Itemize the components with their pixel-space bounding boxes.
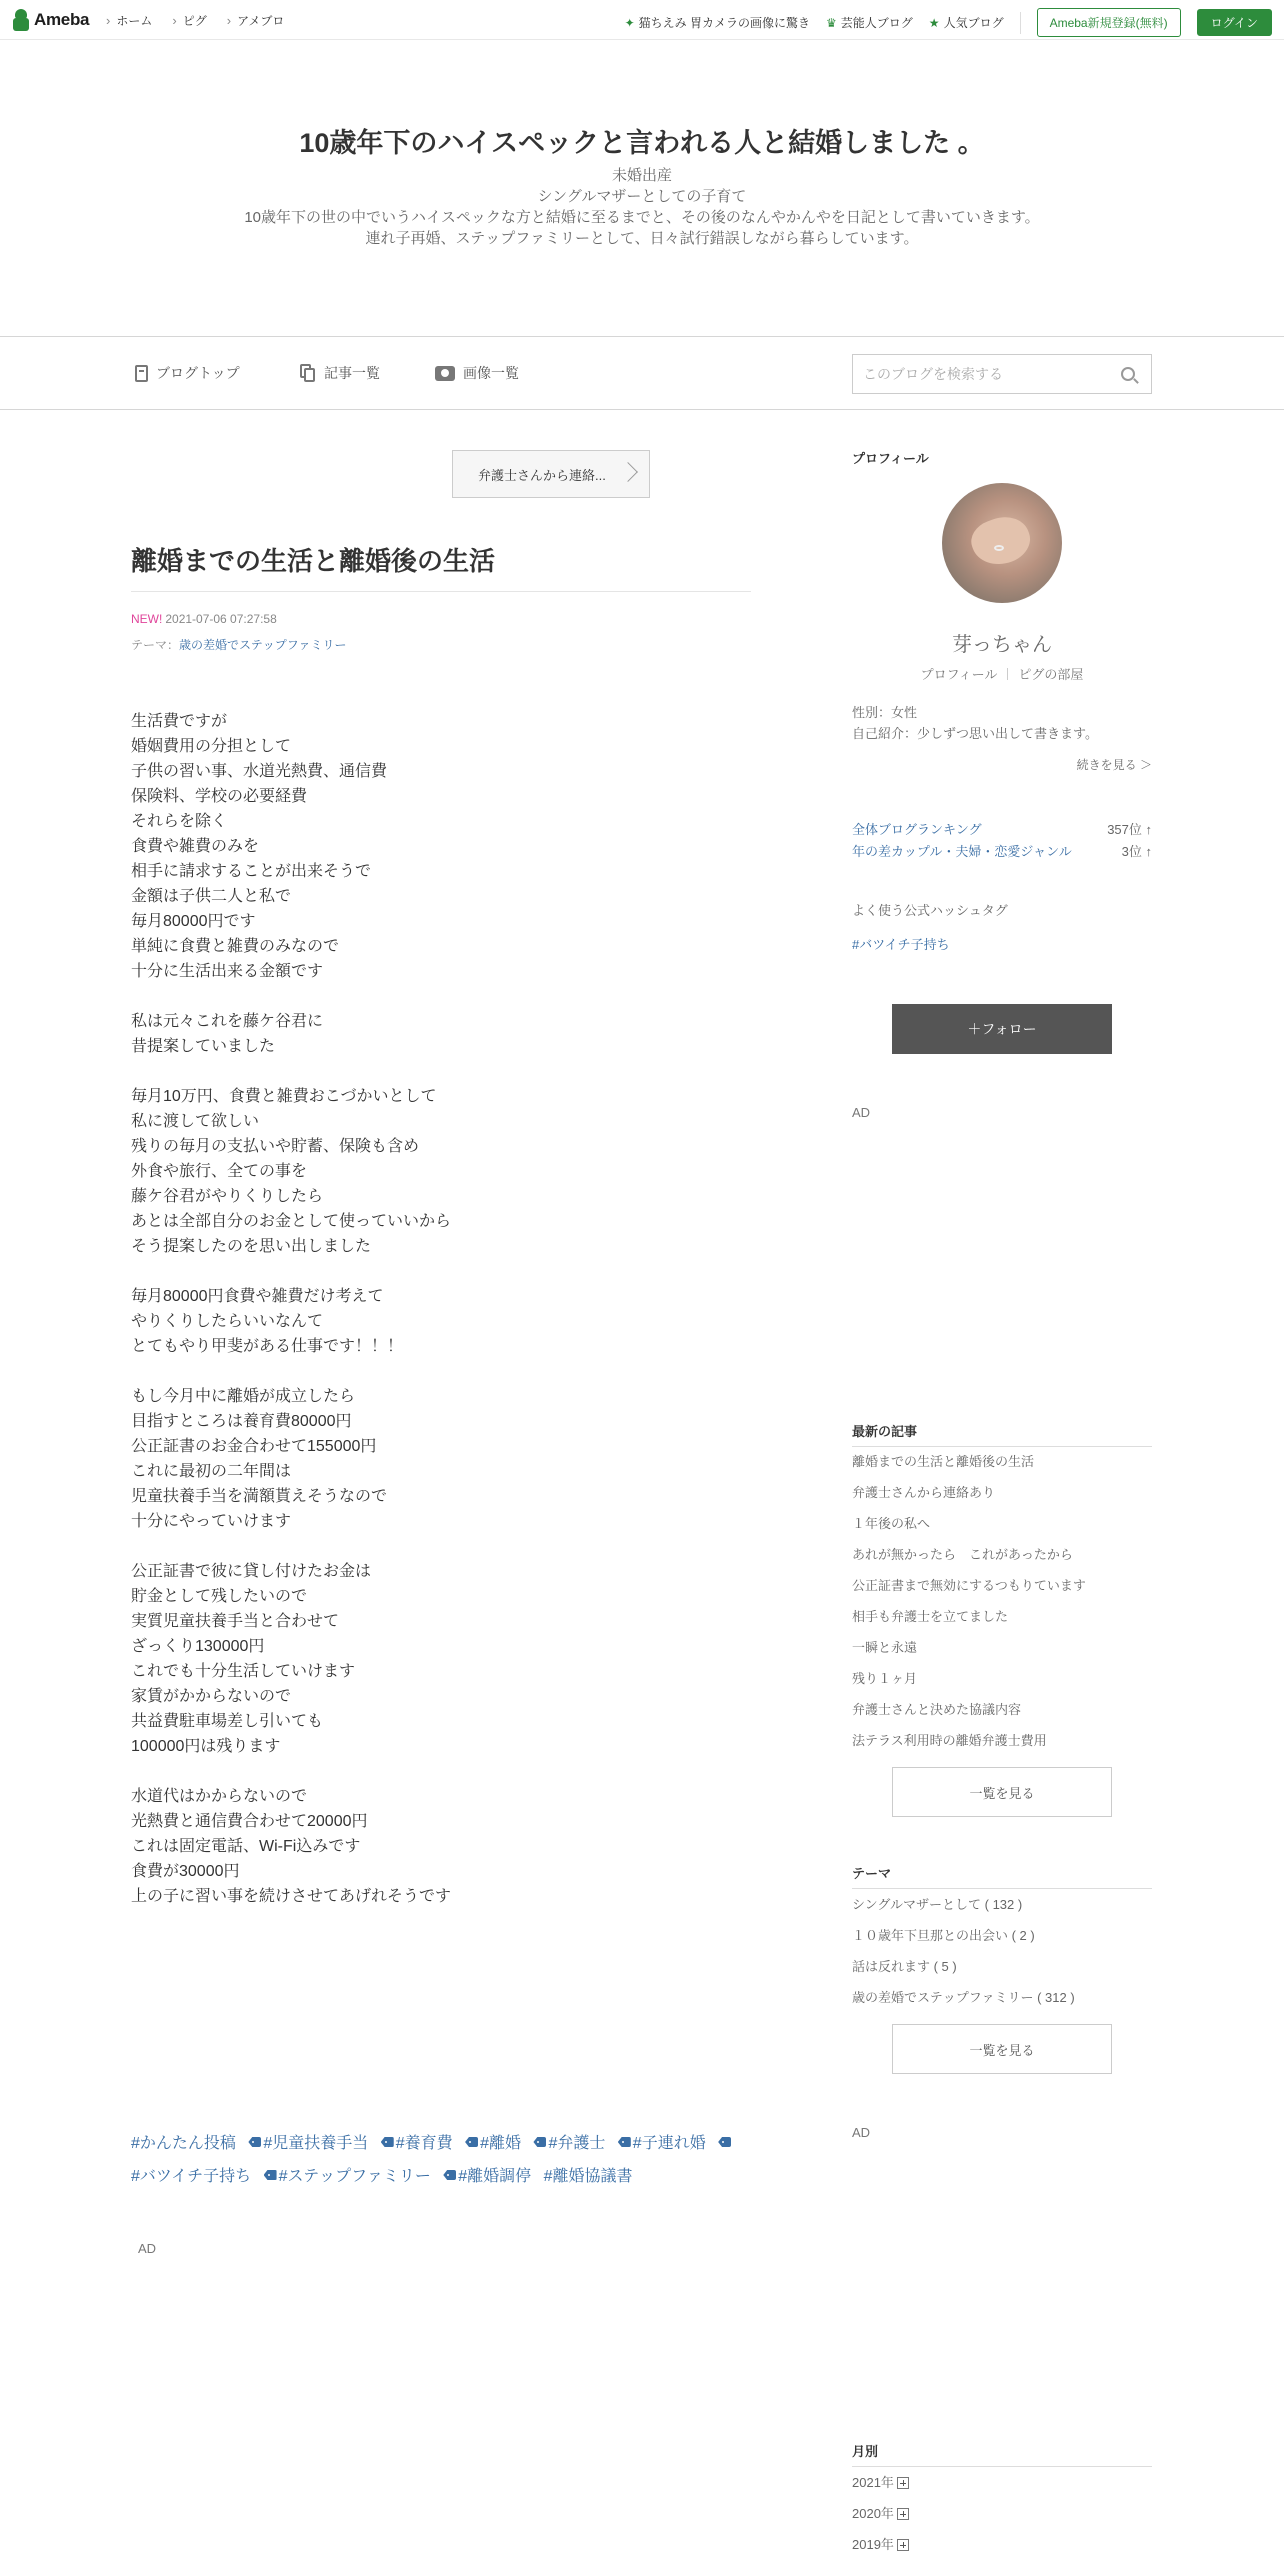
tag-icon [443, 2170, 456, 2180]
month-label: 2020年 [852, 2506, 894, 2521]
nav-pigg[interactable]: › ピグ [172, 12, 206, 29]
hashtag-link[interactable] [533, 2135, 605, 2152]
previous-entry-label: 弁護士さんから連絡... [478, 467, 606, 483]
blog-desc-line: 未婚出産 [611, 167, 672, 184]
nav-home[interactable]: › ホーム [106, 12, 152, 29]
ameba-logo-text: Ameba [34, 10, 90, 29]
article-theme-row [131, 636, 347, 653]
blog-nav [0, 337, 1284, 409]
crown-icon: ♛ [826, 15, 837, 30]
blog-top-link[interactable] [135, 363, 240, 383]
trend-news-label: 猫ちえみ 胃カメラの画像に驚き [638, 16, 811, 30]
tag-icon [618, 2137, 631, 2147]
tag-icon [381, 2137, 394, 2147]
recent-entry-link[interactable]: １年後の私へ [852, 1516, 931, 1531]
ameba-logo[interactable] [12, 9, 89, 31]
global-header [0, 0, 1284, 40]
ranking-row[interactable] [852, 819, 1152, 838]
hashtag-label: #養育費 [395, 2135, 453, 2152]
avatar-hand-shape [966, 509, 1036, 572]
recent-entry-link[interactable]: あれが無かったら これがあったから [852, 1547, 1073, 1562]
chevron-right-icon [618, 462, 638, 482]
copy-icon [300, 364, 316, 382]
official-hashtag-link[interactable]: #バツイチ子持ち [852, 937, 950, 952]
recent-entry-link[interactable]: 残り１ヶ月 [852, 1671, 918, 1686]
article-title-rule [131, 591, 751, 592]
month-item[interactable] [852, 2498, 1152, 2529]
follow-button[interactable]: ＋フォロー [892, 1004, 1112, 1054]
blog-top-label: ブログトップ [156, 365, 240, 381]
month-item[interactable] [852, 2467, 1152, 2498]
recent-entries-list [852, 1446, 1152, 1756]
tag-icon [264, 2170, 277, 2180]
recent-entry-link[interactable]: 公正証書まで無効にするつもりています [852, 1578, 1086, 1593]
ad-label: AD [138, 2241, 157, 2256]
blog-description [0, 165, 1284, 249]
hashtag-label: #離婚 [480, 2135, 521, 2152]
hashtag-list [131, 2127, 771, 2193]
new-badge: NEW! [131, 612, 163, 626]
theme-link[interactable]: １０歳年下旦那との出会い ( 2 ) [852, 1928, 1035, 1943]
header-right [625, 8, 1272, 37]
month-item[interactable] [852, 2529, 1152, 2560]
link-divider [1007, 668, 1008, 680]
recent-see-all-button[interactable]: 一覧を見る [892, 1767, 1112, 1817]
popular-blog-link[interactable] [929, 14, 1004, 31]
recent-entry-link[interactable]: 一瞬と永遠 [852, 1640, 918, 1655]
blog-desc-line: 連れ子再婚、ステップファミリーとして、日々試行錯誤しながら暮らしています。 [365, 230, 919, 247]
profile-info [852, 702, 1098, 744]
avatar-ring-shape [994, 545, 1004, 551]
recent-entries-heading: 最新の記事 [852, 1421, 1152, 1447]
hashtag-label: #弁護士 [548, 2135, 606, 2152]
profile-more-link[interactable]: 続きを見る ＞ [1076, 758, 1152, 772]
hashtag-label: #子連れ婚 [632, 2135, 706, 2152]
recent-entry-link[interactable]: 弁護士さんから連絡あり [852, 1485, 996, 1500]
ranking-label: 年の差カップル・夫婦・恋愛ジャンル [852, 844, 1072, 859]
entry-list-label: 記事一覧 [324, 365, 380, 381]
article-date: 2021-07-06 07:27:58 [165, 612, 277, 626]
tag-icon [533, 2137, 546, 2147]
star-icon: ★ [928, 15, 940, 30]
login-button[interactable]: ログイン [1197, 9, 1272, 36]
hashtag-link[interactable]: #かんたん投稿 [131, 2135, 236, 2152]
profile-avatar[interactable] [942, 483, 1062, 603]
ranking-value: 3位 ↑ [1121, 844, 1152, 859]
tag-icon [248, 2137, 261, 2147]
month-label: 2019年 [852, 2537, 894, 2552]
recent-entry-link[interactable]: 弁護士さんと決めた協議内容 [852, 1702, 1022, 1717]
theme-see-all-button[interactable]: 一覧を見る [892, 2024, 1112, 2074]
tag-icon [718, 2137, 731, 2147]
global-nav [106, 12, 284, 29]
recent-entry-link[interactable]: 法テラス利用時の離婚弁護士費用 [852, 1733, 1047, 1748]
hashtag-link[interactable]: #離婚協議書 [543, 2168, 633, 2185]
article-theme-link[interactable]: 歳の差婚でステップファミリー [179, 638, 347, 652]
blog-desc-line: 10歳年下の世の中でいうハイスペックな方と結婚に至るまでと、その後のなんやかんやを日記として書いていきます。 [244, 209, 1040, 226]
monthly-heading: 月別 [852, 2441, 1152, 2467]
hashtag-heading: よく使う公式ハッシュタグ [852, 903, 1008, 918]
blog-title[interactable]: 10歳年下のハイスペックと言われる人と結婚しました 。 [299, 128, 985, 158]
hashtag-link[interactable] [264, 2168, 431, 2185]
profile-intro: 自己紹介：少しずつ思い出して書きます。 [852, 726, 1098, 741]
month-label: 2021年 [852, 2475, 894, 2490]
entry-list-link[interactable] [300, 363, 380, 383]
recent-entry-link[interactable]: 相手も弁護士を立てました [852, 1609, 1009, 1624]
hashtag-link[interactable]: #バツイチ子持ち [131, 2168, 252, 2185]
previous-entry-button[interactable] [452, 450, 650, 498]
article-title[interactable]: 離婚までの生活と離婚後の生活 [131, 546, 496, 576]
tag-icon [465, 2137, 478, 2147]
ameba-logo-icon [12, 9, 30, 31]
ranking-value: 357位 ↑ [1107, 822, 1152, 837]
article-date-row [131, 612, 277, 626]
ranking-row[interactable] [852, 841, 1152, 860]
hashtag-row [131, 2160, 771, 2193]
celebrity-blog-link[interactable] [826, 14, 913, 31]
register-button[interactable]: Ameba新規登録(無料) [1037, 8, 1181, 37]
expand-icon[interactable] [897, 2539, 909, 2551]
blog-header [0, 41, 1284, 336]
theme-link[interactable]: 歳の差婚でステップファミリー ( 312 ) [852, 1990, 1075, 2005]
theme-link[interactable]: 話は反れます ( 5 ) [852, 1959, 957, 1974]
blog-desc-line: シングルマザーとしての子育て [537, 188, 747, 205]
hashtag-link[interactable] [465, 2135, 521, 2152]
hashtag-link[interactable] [443, 2168, 531, 2185]
hashtag-link[interactable] [618, 2135, 706, 2152]
theme-prefix: テーマ： [131, 638, 180, 652]
hashtag-link[interactable] [381, 2135, 453, 2152]
sparkle-icon: ✦ [624, 15, 635, 30]
profile-gender: 性別：女性 [852, 705, 918, 720]
ad-label: AD [852, 2125, 871, 2140]
hashtag-label: #離婚調停 [458, 2168, 532, 2185]
trend-news-link[interactable] [625, 14, 810, 31]
profile-link[interactable]: プロフィール [920, 667, 998, 682]
nav-divider-line [0, 409, 1284, 410]
ranking-label: 全体ブログランキング [852, 822, 982, 837]
celebrity-blog-label: 芸能人ブログ [840, 16, 913, 30]
profile-links [852, 664, 1152, 683]
popular-blog-label: 人気ブログ [943, 16, 1004, 30]
theme-heading: テーマ [852, 1863, 1152, 1889]
theme-link[interactable]: シングルマザーとして ( 132 ) [852, 1897, 1023, 1912]
hashtag-label: #児童扶養手当 [263, 2135, 369, 2152]
hashtag-row [131, 2127, 771, 2160]
recent-entry-link[interactable]: 離婚までの生活と離婚後の生活 [852, 1454, 1035, 1469]
profile-heading: プロフィール [852, 451, 929, 466]
hashtag-link[interactable] [248, 2135, 368, 2152]
pig-room-link[interactable]: ピグの部屋 [1018, 667, 1084, 682]
blog-search-input[interactable] [863, 355, 1103, 393]
blog-search [852, 354, 1152, 394]
article-body: 生活費ですが 婚姻費用の分担として 子供の習い事、水道光熱費、通信費 保険料、学校の必要経費 それらを除く 食費や雑費のみを 相手に請求することが出来そうで 金額は子供二人と私で 毎月80000円です 単純に食費と雑費のみなので 十分に生活出来る金額です 私は元々これを藤ケ谷君に 昔提案していました 毎月10万円、食費と雑費おこづかいとして 私に渡して欲しい 残りの毎月の支払いや貯蓄、保険も含め 外食や旅行、全ての事を 藤ケ谷君がやりくりしたら あとは全部自分のお金として使っていいから そう提案したのを思い出しました 毎月80000円食費や雑費だけ考えて やりくりしたらいいなんて とてもやり甲斐がある仕事です！！！ もし今月中に離婚が成立したら 目指すところは養育費80000円 公正証書のお金合わせて155000円 これに最初の二年間は 児童扶養手当を満額貰えそうなので 十分にやっていけます 公正証書で彼に貸し付けたお金は 貯金として残したいので 実質児童扶養手当と合わせて ざっくり130000円 これでも十分生活していけます 家賃がかからないので 共益費駐車場差し引いても 100000円は残ります 水道代はかからないので 光熱費と通信費合わせて20000円 これは固定電話、Wi-Fi込みです 食費が30000円 上の子に習い事を続けさせてあげれそうです [131, 713, 452, 1905]
nav-ameblo[interactable]: › アメブロ [227, 12, 285, 29]
profile-name[interactable]: 芽っちゃん [952, 634, 1052, 656]
image-list-link[interactable] [435, 363, 519, 383]
header-divider [1020, 12, 1021, 34]
monthly-list [852, 2467, 1152, 2560]
document-icon [135, 365, 148, 382]
expand-icon[interactable] [897, 2508, 909, 2520]
theme-list [852, 1889, 1152, 2013]
hashtag-label: #ステップファミリー [278, 2168, 431, 2185]
expand-icon[interactable] [897, 2477, 909, 2489]
camera-icon [435, 366, 455, 381]
image-list-label: 画像一覧 [463, 365, 519, 381]
ad-label: AD [852, 1105, 871, 1120]
search-icon[interactable] [1121, 367, 1135, 381]
